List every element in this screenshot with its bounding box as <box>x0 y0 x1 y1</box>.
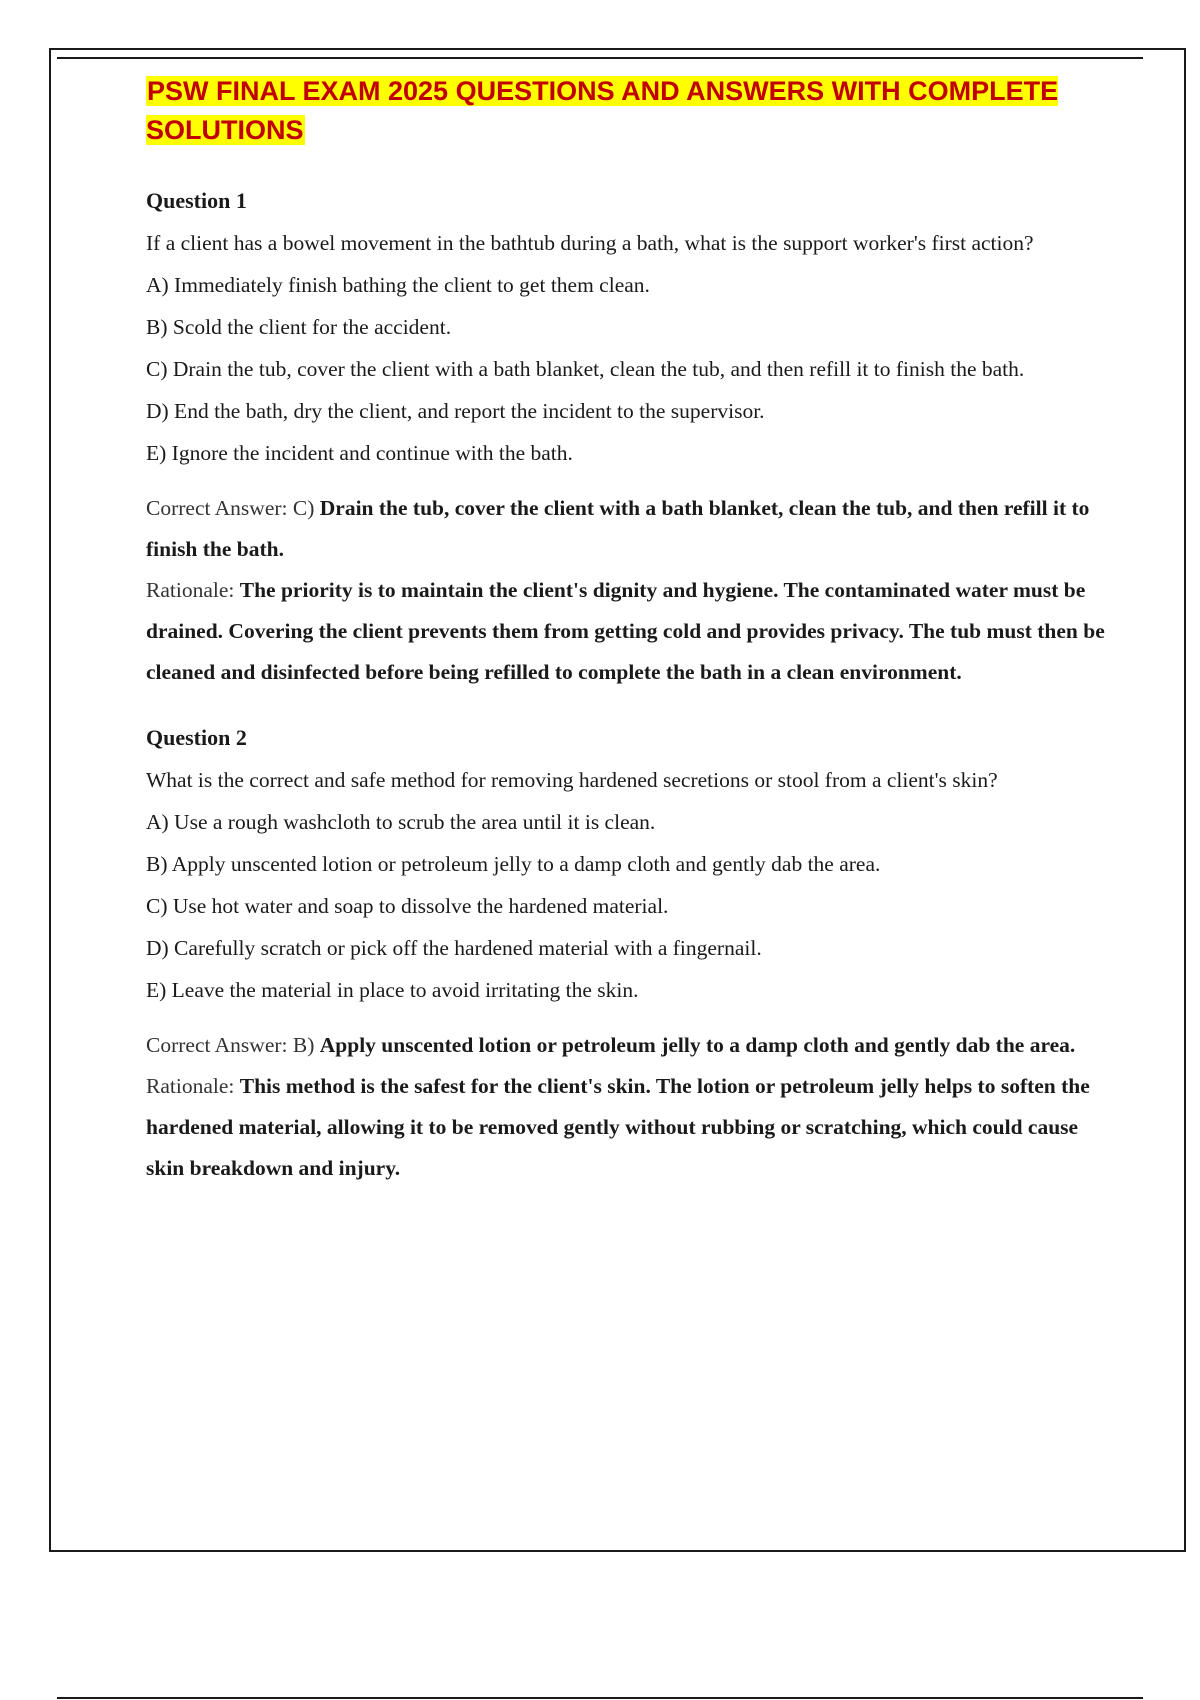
option-b: B) Scold the client for the accident. <box>146 315 452 339</box>
option-d: D) Carefully scratch or pick off the hardened material with a fingernail. <box>146 936 762 960</box>
option-list <box>146 801 1106 1011</box>
rationale-text: The priority is to maintain the client's dignity and hygiene. The contaminated water must be drained. Covering the client prevents them from getting cold and provides privacy. The tub must then be cleaned and disinfected before being refilled to complete the bath in a clean environment. <box>146 578 1105 684</box>
option-list <box>146 264 1106 474</box>
question-block-1 <box>146 180 1106 693</box>
option-a: A) Immediately finish bathing the client to get them clean. <box>146 273 650 297</box>
rationale-text: This method is the safest for the client's skin. The lotion or petroleum jelly helps to soften the hardened material, allowing it to be removed gently without rubbing or scratching, which could cause skin breakdown and injury. <box>146 1074 1090 1180</box>
option-e: E) Leave the material in place to avoid irritating the skin. <box>146 978 639 1002</box>
rationale-label: Rationale: <box>146 578 235 602</box>
correct-answer-text: Drain the tub, cover the client with a bath blanket, clean the tub, and then refill it to finish the bath. <box>146 496 1090 561</box>
correct-answer <box>146 488 1106 570</box>
correct-answer-text: Apply unscented lotion or petroleum jelly to a damp cloth and gently dab the area. <box>319 1033 1076 1057</box>
document-title <box>146 72 1106 150</box>
question-text: If a client has a bowel movement in the bathtub during a bath, what is the support worker's first action? <box>146 231 1034 255</box>
rationale-label: Rationale: <box>146 1074 235 1098</box>
question-heading: Question 1 <box>146 188 247 213</box>
rationale <box>146 1066 1106 1189</box>
option-d: D) End the bath, dry the client, and report the incident to the supervisor. <box>146 399 765 423</box>
option-e: E) Ignore the incident and continue with the bath. <box>146 441 573 465</box>
question-heading: Question 2 <box>146 725 247 750</box>
answer-block <box>146 488 1106 693</box>
document-title-text: PSW FINAL EXAM 2025 QUESTIONS AND ANSWERS WITH COMPLETE SOLUTIONS <box>146 76 1059 145</box>
correct-answer <box>146 1025 1106 1066</box>
question-text: What is the correct and safe method for removing hardened secretions or stool from a client's skin? <box>146 768 998 792</box>
option-c: C) Drain the tub, cover the client with a bath blanket, clean the tub, and then refill it to finish the bath. <box>146 357 1025 381</box>
correct-answer-label: Correct Answer: B) <box>146 1033 315 1057</box>
answer-block <box>146 1025 1106 1189</box>
rationale <box>146 570 1106 693</box>
correct-answer-label: Correct Answer: C) <box>146 496 315 520</box>
option-b: B) Apply unscented lotion or petroleum jelly to a damp cloth and gently dab the area. <box>146 852 881 876</box>
bottom-rule <box>57 1697 1143 1699</box>
question-block-2 <box>146 717 1106 1189</box>
option-c: C) Use hot water and soap to dissolve the hardened material. <box>146 894 669 918</box>
document-content <box>146 72 1106 1189</box>
option-a: A) Use a rough washcloth to scrub the area until it is clean. <box>146 810 656 834</box>
